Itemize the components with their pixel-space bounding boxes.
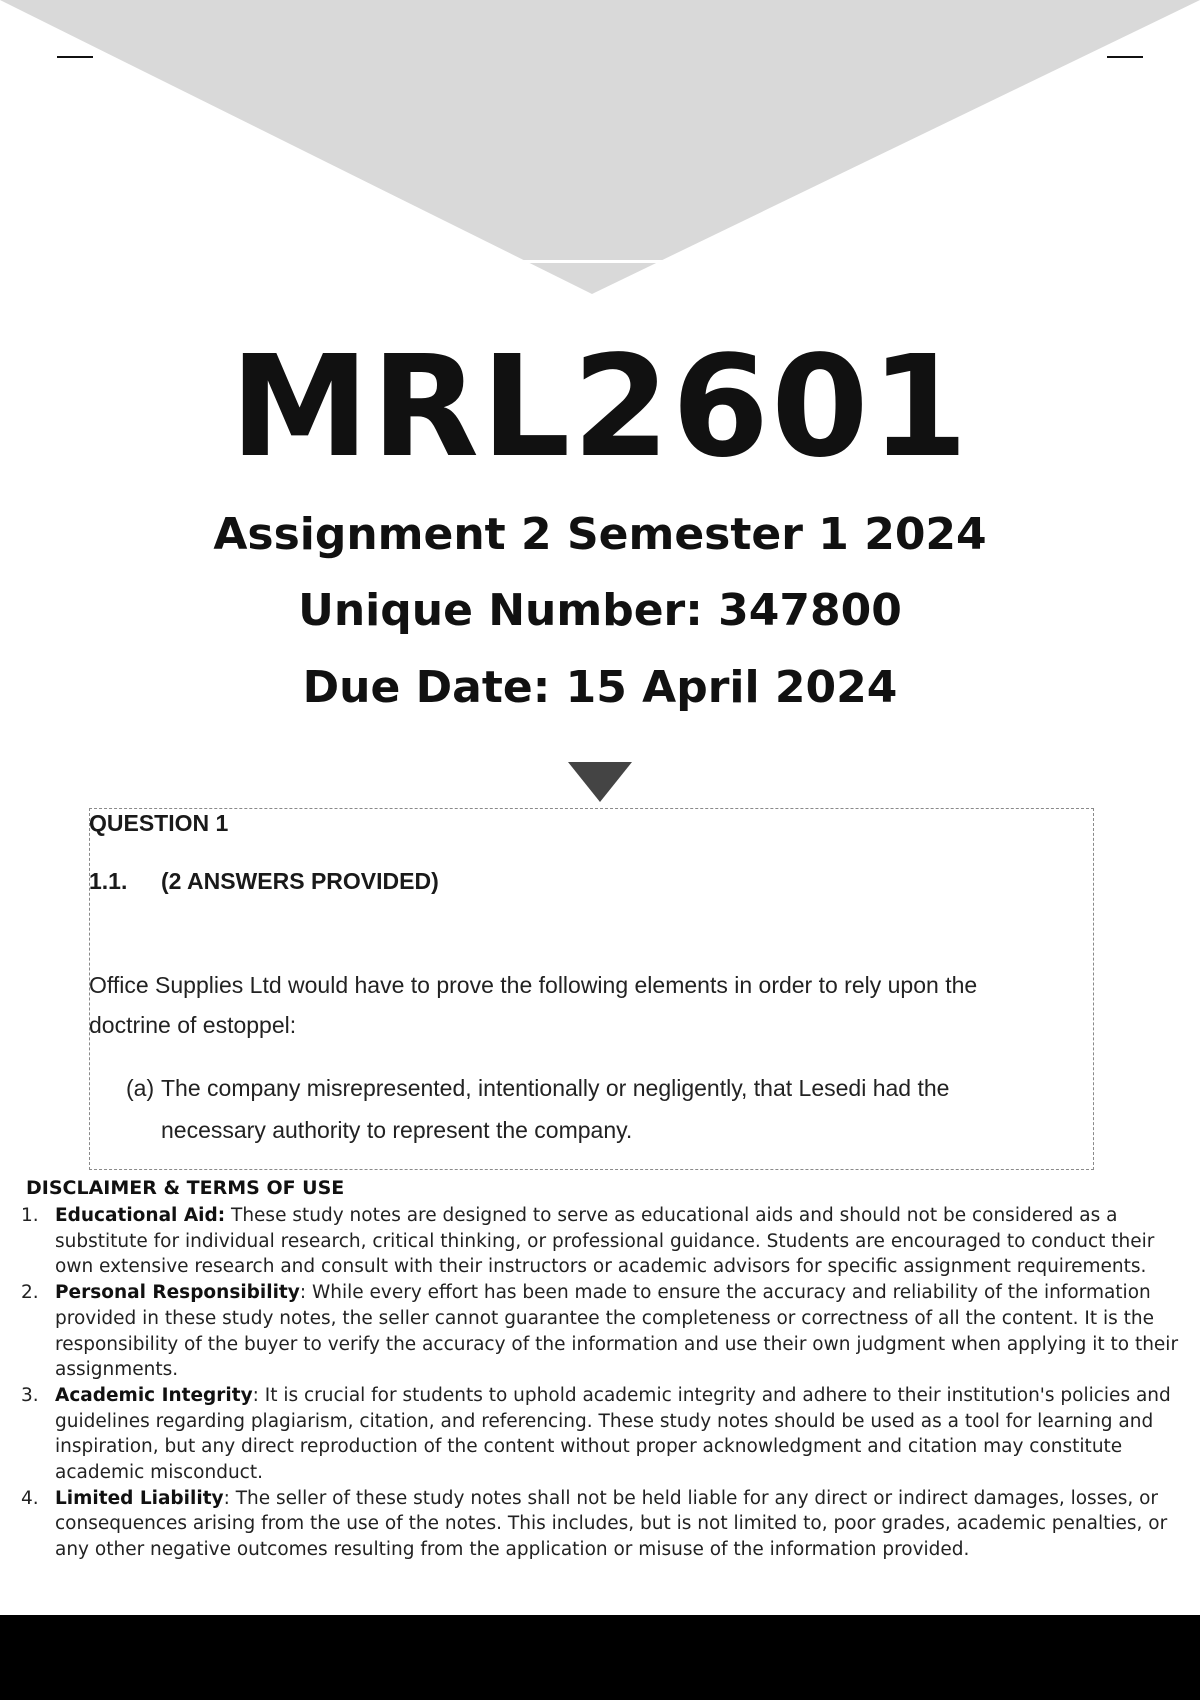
- question-preview-box: [89, 808, 1094, 1170]
- disclaimer-item-text: : While every effort has been made to ensure the accuracy and reliability of the information provided in these study notes, the seller cannot guarantee the completeness or correctness of all the content. It is the responsibility of the buyer to verify the accuracy of the information and use their own judgment when applying it to their assignments.: [55, 1282, 1179, 1381]
- disclaimer-item-number: 3.: [21, 1384, 39, 1406]
- disclaimer-item-text: : The seller of these study notes shall not be held liable for any direct or indirect damages, losses, or consequences arising from the use of the notes. This includes, but is not limited to, poor grades, academic penalties, or any other negative outcomes resulting from the application or misuse of the information provided.: [55, 1487, 1168, 1561]
- disclaimer-item: [18, 1486, 1188, 1563]
- banner-chevron-shape: [0, 0, 1200, 294]
- disclaimer-item-text: These study notes are designed to serve as educational aids and should not be considered as a substitute for individual research, critical thinking, or professional guidance. Students are encouraged to conduct their own extensive research and consult with their instructors or academic advisors for specific assignment requirements.: [55, 1205, 1155, 1278]
- disclaimer-item-term: Academic Integrity: [55, 1384, 253, 1406]
- question-heading: QUESTION 1: [89, 810, 229, 836]
- disclaimer-list: [18, 1203, 1188, 1563]
- banner-highlight-line: [520, 260, 668, 263]
- disclaimer-item-text: : It is crucial for students to uphold academic integrity and adhere to their institution's policies and guidelines regarding plagiarism, citation, and referencing. These study notes should be used as a tool for learning and inspiration, but any direct reproduction of the content without proper acknowledgment and citation may constitute academic misconduct.: [55, 1384, 1171, 1484]
- question-number: 1.1.: [89, 868, 128, 894]
- header-banner-graphic: [0, 0, 1200, 300]
- list-item-text: The company misrepresented, intentionally or negligently, that Lesedi had the necessary authority to represent the company.: [161, 1075, 950, 1143]
- disclaimer-item: [18, 1203, 1188, 1280]
- corner-rule-right: [1107, 56, 1143, 58]
- down-triangle-icon: [568, 762, 632, 802]
- disclaimer-item-term: Educational Aid:: [55, 1205, 226, 1226]
- question-intro-paragraph: Office Supplies Ltd would have to prove the following elements in order to rely upon the doctrine of estoppel:: [89, 972, 978, 1038]
- disclaimer-item: [18, 1280, 1188, 1383]
- assignment-subtitle: Assignment 2 Semester 1 2024: [213, 509, 987, 560]
- list-item-label: (a): [126, 1075, 155, 1101]
- bottom-black-bar: [0, 1615, 1200, 1700]
- due-date-subtitle: Due Date: 15 April 2024: [302, 662, 898, 713]
- disclaimer-item-term: Limited Liability: [55, 1487, 224, 1509]
- disclaimer-item: [18, 1383, 1188, 1486]
- disclaimer-heading: DISCLAIMER & TERMS OF USE: [26, 1177, 345, 1199]
- course-code-title: MRL2601: [230, 326, 970, 489]
- disclaimer-item-number: 2.: [21, 1282, 39, 1304]
- corner-rule-left: [57, 56, 93, 58]
- answers-provided-note: (2 ANSWERS PROVIDED): [161, 868, 439, 894]
- disclaimer-item-number: 1.: [21, 1205, 39, 1226]
- unique-number-subtitle: Unique Number: 347800: [298, 585, 902, 636]
- disclaimer-item-term: Personal Responsibility: [55, 1282, 300, 1304]
- disclaimer-item-number: 4.: [21, 1487, 39, 1509]
